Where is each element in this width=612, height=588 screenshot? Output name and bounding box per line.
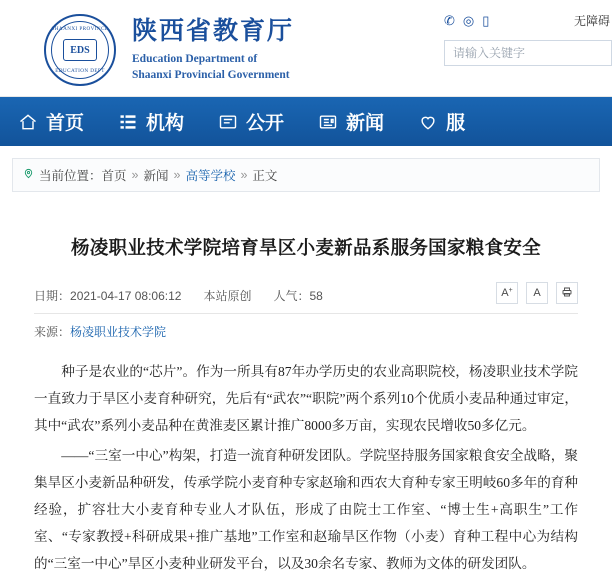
article-views-value: 58: [309, 288, 323, 303]
article-meta: [34, 286, 578, 314]
font-increase-button[interactable]: [496, 282, 518, 304]
site-title-en-line2: Shaanxi Provincial Government: [132, 68, 290, 81]
breadcrumb-prefix: 当前位置：: [39, 169, 102, 183]
article-views: [273, 287, 322, 304]
accessibility-link[interactable]: 无障碍: [573, 13, 610, 28]
site-title-en: [132, 52, 294, 83]
article-origin: 本站原创: [203, 288, 252, 303]
breadcrumb-item-home[interactable]: 首页: [101, 169, 127, 183]
main-navigation: [0, 97, 612, 146]
breadcrumb: [12, 158, 600, 192]
breadcrumb-wrap: [0, 158, 612, 192]
heart-icon: [418, 112, 438, 132]
location-pin-icon: [23, 167, 34, 183]
font-increase-sup: +: [508, 286, 513, 294]
wechat-icon[interactable]: ✆: [444, 12, 455, 28]
search-box[interactable]: [444, 40, 612, 66]
site-header: [0, 0, 612, 97]
nav-label-organization: 机构: [146, 113, 185, 134]
site-title-en-line1: Education Department of: [132, 52, 258, 65]
font-decrease-button[interactable]: [526, 282, 548, 304]
nav-label-disclosure: 公开: [246, 113, 285, 134]
nav-label-home: 首页: [46, 113, 85, 134]
search-input[interactable]: [445, 41, 611, 65]
header-icon-row: [436, 10, 612, 30]
breadcrumb-item-current: 正文: [252, 169, 278, 183]
printer-icon: [561, 286, 573, 301]
document-icon: [218, 112, 238, 132]
article-source-label: 来源：: [34, 325, 71, 339]
font-decrease-label: A: [533, 287, 541, 299]
seal-top-text: SHAANXI PROVINCE: [51, 26, 109, 32]
print-button[interactable]: [556, 282, 578, 304]
department-seal-icon: [44, 14, 116, 86]
article-date-value: 2021-04-17 08:06:12: [70, 288, 182, 303]
logo-text-block: [132, 17, 294, 83]
site-title-cn: 陕西省教育厅: [132, 17, 295, 45]
nav-label-news: 新闻: [346, 113, 385, 134]
article-source: [34, 323, 578, 340]
site-logo[interactable]: [44, 14, 294, 86]
grid-icon: [118, 112, 138, 132]
seal-bottom-text: EDUCATION DEPT: [55, 68, 105, 74]
page-title: 杨凌职业技术学院培育旱区小麦新品系服务国家粮食安全: [70, 239, 541, 259]
breadcrumb-sep-2: »: [173, 168, 181, 182]
breadcrumb-item-higher-education[interactable]: 高等学校: [185, 169, 236, 183]
home-icon: [18, 112, 38, 132]
breadcrumb-item-news[interactable]: 新闻: [143, 169, 169, 183]
breadcrumb-sep-1: »: [131, 168, 139, 182]
header-utility-area: [436, 0, 612, 66]
article-body: [34, 358, 578, 578]
nav-item-service[interactable]: [400, 97, 481, 146]
nav-item-disclosure[interactable]: [200, 97, 300, 146]
weibo-icon[interactable]: ◎: [462, 12, 475, 28]
article-date: [34, 287, 181, 304]
article-paragraph-2: ——“三室一中心”构架，打造一流育种研发团队。学院坚持服务国家粮食安全战略，聚集旱区小麦新品种研发，传承学院小麦育种专家赵瑜和西农大育种专家王明岐60多年的育种经验，扩容壮大小麦育种专业人才队伍，形成了由院士工作室、“博士生+高职生”工作室、“专家教授+科研成果+推广基地”工作室和赵瑜旱区作物（小麦）育种工程中心为结构的“三室一中心”旱区小麦种业研发平台，以及30余名专家、教师为文体的研发团队。: [34, 447, 578, 572]
breadcrumb-sep-3: »: [240, 168, 248, 182]
article: [0, 234, 612, 578]
mobile-icon[interactable]: ▯: [482, 12, 490, 28]
nav-label-service: 服: [446, 113, 466, 134]
article-paragraph-1: 种子是农业的“芯片”。作为一所具有87年办学历史的农业高职院校，杨凌职业技术学院一直致力于旱区小麦育种研究，先后有“武农”“职院”两个系列10个优质小麦品种通过审定，其中“武农”系列小麦品种在黄淮麦区累计推广8000多万亩，实现农民增收50多亿元。: [34, 364, 578, 434]
font-increase-label: A: [501, 287, 509, 299]
article-date-label: 日期：: [34, 288, 71, 303]
article-tools: [496, 282, 578, 304]
seal-core-text: EDS: [63, 39, 97, 61]
nav-item-organization[interactable]: [100, 97, 200, 146]
nav-item-news[interactable]: [300, 97, 400, 146]
nav-item-home[interactable]: [0, 97, 100, 146]
article-views-label: 人气：: [273, 288, 310, 303]
article-source-link[interactable]: 杨凌职业技术学院: [70, 325, 167, 339]
newspaper-icon: [318, 112, 338, 132]
